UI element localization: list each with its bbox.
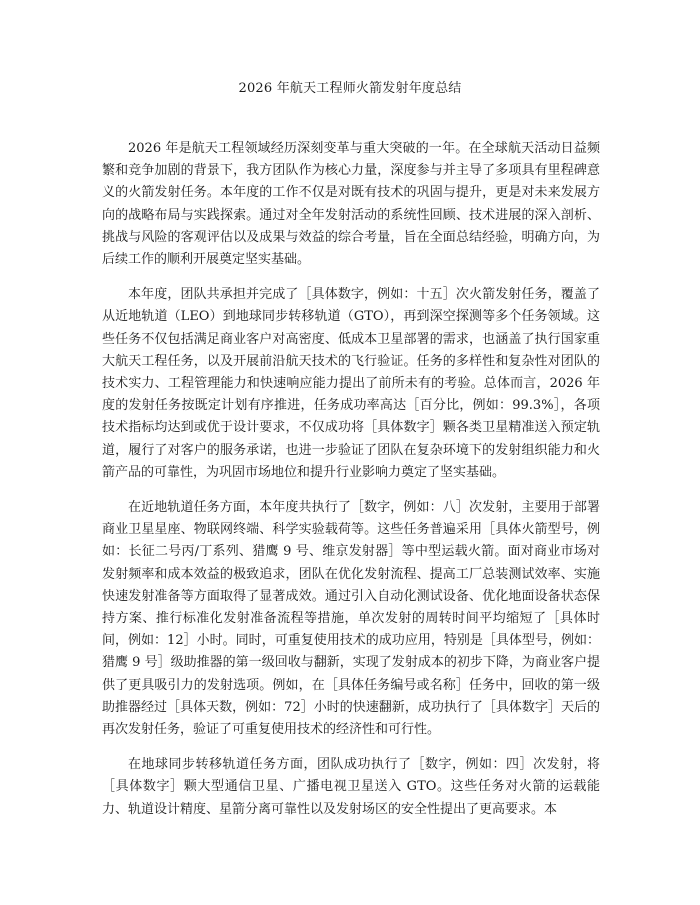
paragraph-intro: 2026 年是航天工程领域经历深刻变革与重大突破的一年。在全球航天活动日益频繁和竞争加剧的背景下，我方团队作为核心力量，深度参与并主导了多项具有里程碑意义的火箭发射任务。本年度的工作不仅是对既有技术的巩固与提升，更是对未来发展方向的战略布局与实践探索。通过对全年发射活动的系统性回顾、技术进展的深入剖析、挑战与风险的客观评估以及成果与效益的综合考量，旨在全面总结经验，明确方向，为后续工作的顺利开展奠定坚实基础。	[102, 141, 600, 268]
document-body	[102, 138, 600, 834]
paragraph-leo-missions: 在近地轨道任务方面，本年度共执行了［数字，例如：八］次发射，主要用于部署商业卫星星座、物联网终端、科学实验载荷等。这些任务普遍采用［具体火箭型号，例如：长征二号丙/丁系列、猎鹰 9 号、维京发射器］等中型运载火箭。面对商业市场对发射频率和成本效益的极致追求，团队在优化发射流程、提高工厂总装测试效率、实施快速发射准备等方面取得了显著成效。通过引入自动化测试设备、优化地面设备状态保持方案、推行标准化发射准备流程等措施，单次发射的周转时间平均缩短了［具体时间，例如：12］小时。同时，可重复使用技术的成功应用，特别是［具体型号，例如：猎鹰 9 号］级助推器的第一级回收与翻新，实现了发射成本的初步下降，为商业客户提供了更具吸引力的发射选项。例如，在［具体任务编号或名称］任务中，回收的第一级助推器经过［具体天数，例如：72］小时的快速翻新，成功执行了［具体数字］天后的再次发射任务，验证了可重复使用技术的经济性和可行性。	[102, 500, 600, 738]
paragraph-overview: 本年度，团队共承担并完成了［具体数字，例如：十五］次火箭发射任务，覆盖了从近地轨道（LEO）到地球同步转移轨道（GTO），再到深空探测等多个任务领域。这些任务不仅包括满足商业客户对高密度、低成本卫星部署的需求，也涵盖了执行国家重大航天工程任务，以及开展前沿航天技术的飞行验证。任务的多样性和复杂性对团队的技术实力、工程管理能力和快速响应能力提出了前所未有的考验。总体而言，2026 年度的发射任务按既定计划有序推进，任务成功率高达［百分比，例如：99.3%］，各项技术指标均达到或优于设计要求，不仅成功将［具体数字］颗各类卫星精准送入预定轨道，履行了对客户的服务承诺，也进一步验证了团队在复杂环境下的发射组织能力和火箭产品的可靠性，为巩固市场地位和提升行业影响力奠定了坚实基础。	[102, 287, 600, 480]
document-title: 2026 年航天工程师火箭发射年度总结	[238, 81, 462, 96]
paragraph-gto-missions: 在地球同步转移轨道任务方面，团队成功执行了［数字，例如：四］次发射，将［具体数字］颗大型通信卫星、广播电视卫星送入 GTO。这些任务对火箭的运载能力、轨道设计精度、星箭分离可靠性以及发射场区的安全性提出了更高要求。本	[102, 757, 600, 817]
